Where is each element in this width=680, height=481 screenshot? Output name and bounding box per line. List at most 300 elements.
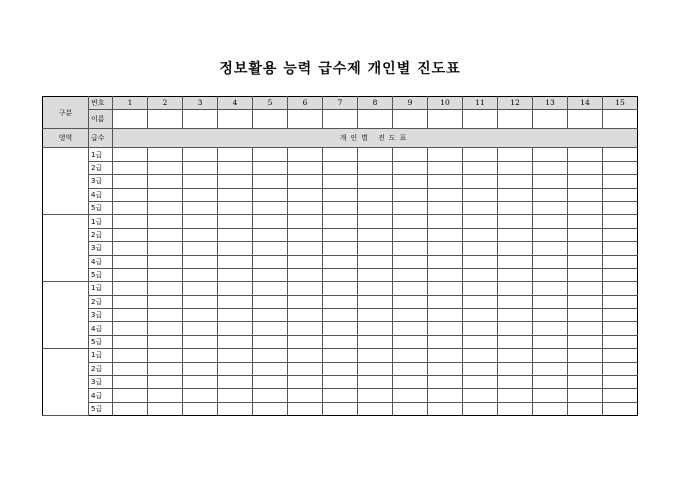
student-name-cell[interactable] <box>533 110 568 129</box>
progress-cell[interactable] <box>463 389 498 402</box>
progress-cell[interactable] <box>568 282 603 295</box>
progress-cell[interactable] <box>148 389 183 402</box>
progress-cell[interactable] <box>253 215 288 228</box>
progress-cell[interactable] <box>148 349 183 362</box>
progress-cell[interactable] <box>183 148 218 161</box>
student-name-cell[interactable] <box>253 110 288 129</box>
progress-cell[interactable] <box>218 242 253 255</box>
progress-cell[interactable] <box>358 215 393 228</box>
progress-cell[interactable] <box>603 349 638 362</box>
progress-cell[interactable] <box>568 175 603 188</box>
progress-cell[interactable] <box>148 255 183 268</box>
progress-cell[interactable] <box>358 268 393 281</box>
progress-cell[interactable] <box>323 295 358 308</box>
progress-cell[interactable] <box>113 295 148 308</box>
progress-cell[interactable] <box>148 215 183 228</box>
progress-cell[interactable] <box>428 242 463 255</box>
progress-cell[interactable] <box>533 228 568 241</box>
progress-cell[interactable] <box>253 268 288 281</box>
progress-cell[interactable] <box>183 362 218 375</box>
progress-cell[interactable] <box>113 242 148 255</box>
progress-cell[interactable] <box>358 175 393 188</box>
progress-cell[interactable] <box>428 161 463 174</box>
progress-cell[interactable] <box>148 201 183 214</box>
progress-cell[interactable] <box>603 376 638 389</box>
progress-cell[interactable] <box>533 376 568 389</box>
progress-cell[interactable] <box>113 322 148 335</box>
progress-cell[interactable] <box>393 255 428 268</box>
progress-cell[interactable] <box>288 402 323 415</box>
progress-cell[interactable] <box>498 335 533 348</box>
progress-cell[interactable] <box>498 255 533 268</box>
progress-cell[interactable] <box>498 268 533 281</box>
progress-cell[interactable] <box>218 362 253 375</box>
progress-cell[interactable] <box>183 349 218 362</box>
progress-cell[interactable] <box>533 255 568 268</box>
progress-cell[interactable] <box>113 282 148 295</box>
progress-cell[interactable] <box>568 402 603 415</box>
progress-cell[interactable] <box>568 188 603 201</box>
progress-cell[interactable] <box>253 188 288 201</box>
progress-cell[interactable] <box>358 295 393 308</box>
progress-cell[interactable] <box>568 268 603 281</box>
progress-cell[interactable] <box>533 188 568 201</box>
progress-cell[interactable] <box>323 309 358 322</box>
progress-cell[interactable] <box>568 255 603 268</box>
progress-cell[interactable] <box>218 349 253 362</box>
progress-cell[interactable] <box>288 148 323 161</box>
progress-cell[interactable] <box>393 322 428 335</box>
progress-cell[interactable] <box>603 335 638 348</box>
progress-cell[interactable] <box>498 376 533 389</box>
progress-cell[interactable] <box>148 335 183 348</box>
progress-cell[interactable] <box>323 201 358 214</box>
progress-cell[interactable] <box>533 362 568 375</box>
progress-cell[interactable] <box>498 349 533 362</box>
progress-cell[interactable] <box>603 362 638 375</box>
progress-cell[interactable] <box>183 175 218 188</box>
progress-cell[interactable] <box>218 201 253 214</box>
progress-cell[interactable] <box>603 201 638 214</box>
progress-cell[interactable] <box>253 335 288 348</box>
progress-cell[interactable] <box>288 201 323 214</box>
progress-cell[interactable] <box>183 215 218 228</box>
progress-cell[interactable] <box>113 161 148 174</box>
progress-cell[interactable] <box>183 201 218 214</box>
progress-cell[interactable] <box>358 242 393 255</box>
progress-cell[interactable] <box>253 389 288 402</box>
progress-cell[interactable] <box>428 362 463 375</box>
progress-cell[interactable] <box>253 228 288 241</box>
area-cell[interactable] <box>43 282 89 349</box>
progress-cell[interactable] <box>358 282 393 295</box>
progress-cell[interactable] <box>253 322 288 335</box>
progress-cell[interactable] <box>358 322 393 335</box>
progress-cell[interactable] <box>113 188 148 201</box>
progress-cell[interactable] <box>148 362 183 375</box>
progress-cell[interactable] <box>323 175 358 188</box>
progress-cell[interactable] <box>463 228 498 241</box>
progress-cell[interactable] <box>463 215 498 228</box>
progress-cell[interactable] <box>463 161 498 174</box>
progress-cell[interactable] <box>533 175 568 188</box>
progress-cell[interactable] <box>603 242 638 255</box>
progress-cell[interactable] <box>498 402 533 415</box>
progress-cell[interactable] <box>148 282 183 295</box>
progress-cell[interactable] <box>113 349 148 362</box>
progress-cell[interactable] <box>253 255 288 268</box>
progress-cell[interactable] <box>358 402 393 415</box>
progress-cell[interactable] <box>288 376 323 389</box>
progress-cell[interactable] <box>533 161 568 174</box>
progress-cell[interactable] <box>323 402 358 415</box>
progress-cell[interactable] <box>288 175 323 188</box>
progress-cell[interactable] <box>253 376 288 389</box>
progress-cell[interactable] <box>603 322 638 335</box>
progress-cell[interactable] <box>428 335 463 348</box>
progress-cell[interactable] <box>113 175 148 188</box>
progress-cell[interactable] <box>288 349 323 362</box>
progress-cell[interactable] <box>428 309 463 322</box>
progress-cell[interactable] <box>533 309 568 322</box>
progress-cell[interactable] <box>603 188 638 201</box>
progress-cell[interactable] <box>603 389 638 402</box>
progress-cell[interactable] <box>148 402 183 415</box>
progress-cell[interactable] <box>183 255 218 268</box>
progress-cell[interactable] <box>393 228 428 241</box>
progress-cell[interactable] <box>113 362 148 375</box>
progress-cell[interactable] <box>253 161 288 174</box>
progress-cell[interactable] <box>533 349 568 362</box>
progress-cell[interactable] <box>218 322 253 335</box>
progress-cell[interactable] <box>603 268 638 281</box>
progress-cell[interactable] <box>358 389 393 402</box>
progress-cell[interactable] <box>288 389 323 402</box>
progress-cell[interactable] <box>533 295 568 308</box>
progress-cell[interactable] <box>253 402 288 415</box>
progress-cell[interactable] <box>428 282 463 295</box>
progress-cell[interactable] <box>568 322 603 335</box>
progress-cell[interactable] <box>358 362 393 375</box>
progress-cell[interactable] <box>428 175 463 188</box>
progress-cell[interactable] <box>463 268 498 281</box>
progress-cell[interactable] <box>428 228 463 241</box>
progress-cell[interactable] <box>323 376 358 389</box>
progress-cell[interactable] <box>393 309 428 322</box>
progress-cell[interactable] <box>463 349 498 362</box>
progress-cell[interactable] <box>428 295 463 308</box>
progress-cell[interactable] <box>253 201 288 214</box>
progress-cell[interactable] <box>183 242 218 255</box>
progress-cell[interactable] <box>498 322 533 335</box>
progress-cell[interactable] <box>218 309 253 322</box>
progress-cell[interactable] <box>218 188 253 201</box>
progress-cell[interactable] <box>358 309 393 322</box>
progress-cell[interactable] <box>428 188 463 201</box>
progress-cell[interactable] <box>603 175 638 188</box>
progress-cell[interactable] <box>498 228 533 241</box>
progress-cell[interactable] <box>288 335 323 348</box>
progress-cell[interactable] <box>253 295 288 308</box>
progress-cell[interactable] <box>218 389 253 402</box>
progress-cell[interactable] <box>498 201 533 214</box>
progress-cell[interactable] <box>288 362 323 375</box>
progress-cell[interactable] <box>603 215 638 228</box>
progress-cell[interactable] <box>288 322 323 335</box>
progress-cell[interactable] <box>393 295 428 308</box>
progress-cell[interactable] <box>183 228 218 241</box>
progress-cell[interactable] <box>323 161 358 174</box>
progress-cell[interactable] <box>498 295 533 308</box>
progress-cell[interactable] <box>463 322 498 335</box>
progress-cell[interactable] <box>113 335 148 348</box>
progress-cell[interactable] <box>218 295 253 308</box>
progress-cell[interactable] <box>463 295 498 308</box>
progress-cell[interactable] <box>253 175 288 188</box>
progress-cell[interactable] <box>428 402 463 415</box>
student-name-cell[interactable] <box>498 110 533 129</box>
progress-cell[interactable] <box>218 255 253 268</box>
progress-cell[interactable] <box>393 188 428 201</box>
progress-cell[interactable] <box>183 161 218 174</box>
progress-cell[interactable] <box>463 402 498 415</box>
progress-cell[interactable] <box>428 148 463 161</box>
progress-cell[interactable] <box>428 255 463 268</box>
progress-cell[interactable] <box>358 188 393 201</box>
progress-cell[interactable] <box>113 309 148 322</box>
progress-cell[interactable] <box>288 161 323 174</box>
progress-cell[interactable] <box>428 349 463 362</box>
progress-cell[interactable] <box>533 402 568 415</box>
progress-cell[interactable] <box>288 228 323 241</box>
progress-cell[interactable] <box>323 282 358 295</box>
progress-cell[interactable] <box>428 215 463 228</box>
progress-cell[interactable] <box>603 148 638 161</box>
progress-cell[interactable] <box>323 255 358 268</box>
progress-cell[interactable] <box>113 389 148 402</box>
progress-cell[interactable] <box>358 161 393 174</box>
progress-cell[interactable] <box>183 268 218 281</box>
student-name-cell[interactable] <box>218 110 253 129</box>
progress-cell[interactable] <box>113 215 148 228</box>
progress-cell[interactable] <box>113 268 148 281</box>
progress-cell[interactable] <box>323 228 358 241</box>
progress-cell[interactable] <box>218 148 253 161</box>
area-cell[interactable] <box>43 215 89 282</box>
progress-cell[interactable] <box>148 188 183 201</box>
progress-cell[interactable] <box>568 349 603 362</box>
progress-cell[interactable] <box>253 362 288 375</box>
progress-cell[interactable] <box>568 309 603 322</box>
progress-cell[interactable] <box>253 282 288 295</box>
progress-cell[interactable] <box>288 295 323 308</box>
progress-cell[interactable] <box>463 376 498 389</box>
progress-cell[interactable] <box>428 322 463 335</box>
progress-cell[interactable] <box>323 322 358 335</box>
progress-cell[interactable] <box>323 148 358 161</box>
progress-cell[interactable] <box>568 228 603 241</box>
progress-cell[interactable] <box>218 215 253 228</box>
progress-cell[interactable] <box>323 188 358 201</box>
progress-cell[interactable] <box>218 402 253 415</box>
progress-cell[interactable] <box>533 335 568 348</box>
progress-cell[interactable] <box>393 362 428 375</box>
progress-cell[interactable] <box>358 201 393 214</box>
progress-cell[interactable] <box>463 201 498 214</box>
progress-cell[interactable] <box>428 268 463 281</box>
progress-cell[interactable] <box>428 376 463 389</box>
progress-cell[interactable] <box>323 362 358 375</box>
progress-cell[interactable] <box>568 376 603 389</box>
progress-cell[interactable] <box>393 335 428 348</box>
progress-cell[interactable] <box>218 175 253 188</box>
progress-cell[interactable] <box>288 268 323 281</box>
progress-cell[interactable] <box>533 215 568 228</box>
progress-cell[interactable] <box>218 268 253 281</box>
progress-cell[interactable] <box>218 376 253 389</box>
progress-cell[interactable] <box>568 389 603 402</box>
progress-cell[interactable] <box>358 376 393 389</box>
student-name-cell[interactable] <box>113 110 148 129</box>
progress-cell[interactable] <box>533 148 568 161</box>
progress-cell[interactable] <box>498 161 533 174</box>
progress-cell[interactable] <box>253 148 288 161</box>
progress-cell[interactable] <box>218 228 253 241</box>
progress-cell[interactable] <box>113 255 148 268</box>
progress-cell[interactable] <box>498 282 533 295</box>
progress-cell[interactable] <box>288 242 323 255</box>
progress-cell[interactable] <box>323 349 358 362</box>
student-name-cell[interactable] <box>568 110 603 129</box>
progress-cell[interactable] <box>113 148 148 161</box>
student-name-cell[interactable] <box>393 110 428 129</box>
progress-cell[interactable] <box>463 175 498 188</box>
progress-cell[interactable] <box>393 201 428 214</box>
progress-cell[interactable] <box>463 148 498 161</box>
progress-cell[interactable] <box>148 295 183 308</box>
progress-cell[interactable] <box>498 148 533 161</box>
student-name-cell[interactable] <box>288 110 323 129</box>
progress-cell[interactable] <box>148 376 183 389</box>
progress-cell[interactable] <box>148 322 183 335</box>
progress-cell[interactable] <box>498 389 533 402</box>
progress-cell[interactable] <box>358 148 393 161</box>
progress-cell[interactable] <box>148 309 183 322</box>
student-name-cell[interactable] <box>603 110 638 129</box>
progress-cell[interactable] <box>533 268 568 281</box>
progress-cell[interactable] <box>253 309 288 322</box>
progress-cell[interactable] <box>568 161 603 174</box>
progress-cell[interactable] <box>183 309 218 322</box>
progress-cell[interactable] <box>533 389 568 402</box>
progress-cell[interactable] <box>393 282 428 295</box>
progress-cell[interactable] <box>113 228 148 241</box>
progress-cell[interactable] <box>218 335 253 348</box>
progress-cell[interactable] <box>463 335 498 348</box>
progress-cell[interactable] <box>568 148 603 161</box>
progress-cell[interactable] <box>183 389 218 402</box>
progress-cell[interactable] <box>603 295 638 308</box>
progress-cell[interactable] <box>358 255 393 268</box>
progress-cell[interactable] <box>568 242 603 255</box>
progress-cell[interactable] <box>183 322 218 335</box>
progress-cell[interactable] <box>568 215 603 228</box>
progress-cell[interactable] <box>393 376 428 389</box>
progress-cell[interactable] <box>323 242 358 255</box>
progress-cell[interactable] <box>253 349 288 362</box>
progress-cell[interactable] <box>533 242 568 255</box>
student-name-cell[interactable] <box>323 110 358 129</box>
progress-cell[interactable] <box>393 349 428 362</box>
progress-cell[interactable] <box>288 282 323 295</box>
progress-cell[interactable] <box>288 255 323 268</box>
progress-cell[interactable] <box>603 161 638 174</box>
progress-cell[interactable] <box>463 242 498 255</box>
progress-cell[interactable] <box>288 309 323 322</box>
progress-cell[interactable] <box>463 188 498 201</box>
progress-cell[interactable] <box>323 389 358 402</box>
progress-cell[interactable] <box>393 402 428 415</box>
student-name-cell[interactable] <box>428 110 463 129</box>
progress-cell[interactable] <box>148 148 183 161</box>
progress-cell[interactable] <box>358 335 393 348</box>
progress-cell[interactable] <box>463 282 498 295</box>
student-name-cell[interactable] <box>358 110 393 129</box>
progress-cell[interactable] <box>183 188 218 201</box>
progress-cell[interactable] <box>323 335 358 348</box>
progress-cell[interactable] <box>148 268 183 281</box>
progress-cell[interactable] <box>393 161 428 174</box>
progress-cell[interactable] <box>498 242 533 255</box>
progress-cell[interactable] <box>183 282 218 295</box>
progress-cell[interactable] <box>603 228 638 241</box>
student-name-cell[interactable] <box>463 110 498 129</box>
progress-cell[interactable] <box>323 215 358 228</box>
progress-cell[interactable] <box>113 201 148 214</box>
progress-cell[interactable] <box>498 362 533 375</box>
progress-cell[interactable] <box>148 161 183 174</box>
progress-cell[interactable] <box>358 349 393 362</box>
progress-cell[interactable] <box>533 322 568 335</box>
progress-cell[interactable] <box>568 201 603 214</box>
progress-cell[interactable] <box>463 255 498 268</box>
progress-cell[interactable] <box>393 148 428 161</box>
area-cell[interactable] <box>43 349 89 416</box>
progress-cell[interactable] <box>253 242 288 255</box>
progress-cell[interactable] <box>113 376 148 389</box>
progress-cell[interactable] <box>148 242 183 255</box>
progress-cell[interactable] <box>498 309 533 322</box>
progress-cell[interactable] <box>568 362 603 375</box>
progress-cell[interactable] <box>603 402 638 415</box>
progress-cell[interactable] <box>568 335 603 348</box>
progress-cell[interactable] <box>218 282 253 295</box>
progress-cell[interactable] <box>148 228 183 241</box>
progress-cell[interactable] <box>288 188 323 201</box>
progress-cell[interactable] <box>428 201 463 214</box>
progress-cell[interactable] <box>323 268 358 281</box>
progress-cell[interactable] <box>603 309 638 322</box>
progress-cell[interactable] <box>603 282 638 295</box>
progress-cell[interactable] <box>218 161 253 174</box>
progress-cell[interactable] <box>183 335 218 348</box>
progress-cell[interactable] <box>393 268 428 281</box>
progress-cell[interactable] <box>358 228 393 241</box>
progress-cell[interactable] <box>463 309 498 322</box>
progress-cell[interactable] <box>428 389 463 402</box>
progress-cell[interactable] <box>393 215 428 228</box>
progress-cell[interactable] <box>183 376 218 389</box>
